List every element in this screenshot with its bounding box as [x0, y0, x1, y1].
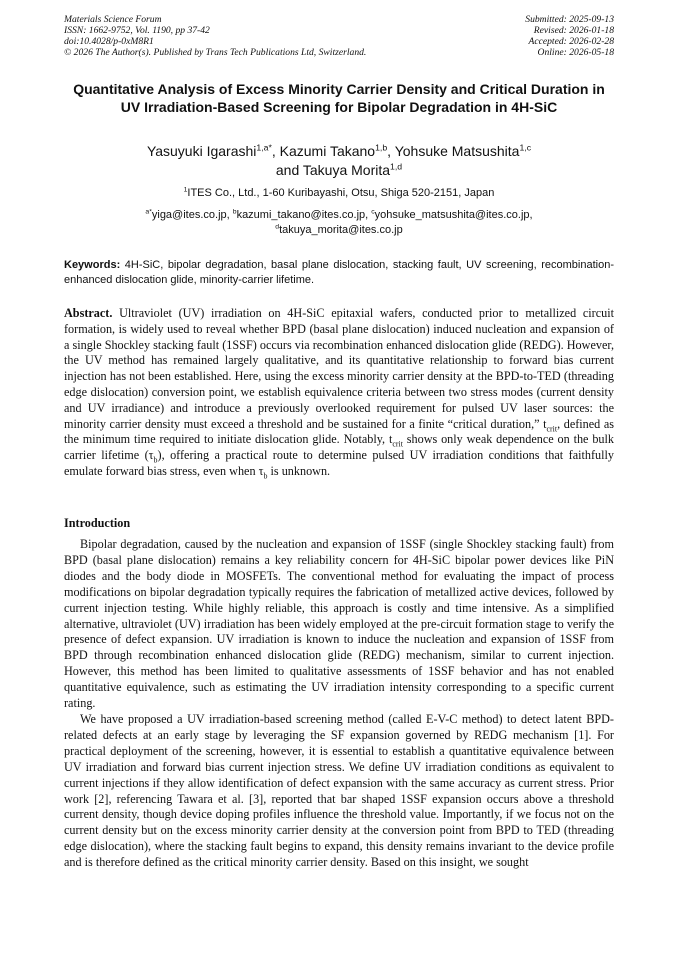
- author-separator: and: [275, 161, 303, 178]
- subscript: crit: [392, 439, 403, 449]
- email-mark: d: [275, 223, 280, 231]
- issn-line: ISSN: 1662-9752, Vol. 1190, pp 37-42: [64, 24, 210, 36]
- abstract-text: ), offering a practical route to determine pulsed UV irradiation conditions that faithfully emulate forward bias stress, even when τ: [64, 448, 614, 478]
- revised-date: Revised: 2026-01-18: [533, 24, 614, 36]
- doi-line[interactable]: doi:10.4028/p-0xM8R1: [64, 35, 154, 47]
- email-list: [64, 208, 614, 238]
- author-affiliation-mark: 1,d: [390, 160, 403, 171]
- subscript: b: [153, 455, 158, 465]
- abstract-block: [64, 306, 614, 480]
- author-separator: ,: [271, 143, 280, 159]
- accepted-date: Accepted: 2026-02-28: [528, 35, 614, 47]
- paragraph: Bipolar degradation, caused by the nucleation and expansion of 1SSF (single Shockley stacking fault) from BPD (basal plane dislocation) remains a key reliability concern for 4H-SiC bipolar power devices like PiN diodes and the body diode in MOSFETs. The conventional method for evaluating the impact of process modifications on bipolar degradation typically requires the fabrication of metallized active devices, followed by current injection testing. While highly reliable, this approach is costly and time intensive. As a simplified alternative, ultraviolet (UV) irradiation has been widely employed at the pre-circuit formation stage to verify the presence of defect expansion. UV irradiation is known to induce the nucleation and expansion of 1SSF from BPD through recombination enhanced dislocation glide (REDG) mechanism, similar to current injection. However, this method has been limited to qualitative assessments of 1SSF behavior and has not enabled quantitative equivalence, such as estimating the UV irradiation intensity corresponding to a specific current rating.: [64, 537, 614, 711]
- affiliation: [64, 186, 614, 200]
- email-separator: ,: [226, 209, 233, 221]
- paper-title: Quantitative Analysis of Excess Minority Carrier Density and Critical Duration in UV Irradiation-Based Screening for Bipolar Degradation in 4H-SiC: [73, 81, 605, 115]
- section-heading: Introduction: [64, 516, 131, 530]
- keywords-block: [64, 258, 614, 287]
- email-mark: a*: [145, 208, 152, 216]
- email-address[interactable]: takuya_morita@ites.co.jp: [279, 224, 403, 236]
- email-address[interactable]: yohsuke_matsushita@ites.co.jp: [374, 209, 530, 221]
- author-name: Kazumi Takano: [279, 143, 376, 159]
- author-separator: ,: [387, 143, 395, 159]
- abstract-label: Abstract.: [64, 306, 113, 320]
- keywords-text: 4H-SiC, bipolar degradation, basal plane dislocation, stacking fault, UV screening, recombination-enhanced dislocation glide, minority-carrier lifetime.: [64, 259, 614, 286]
- author-name: Takuya Morita: [302, 161, 391, 178]
- paragraph: We have proposed a UV irradiation-based screening method (called E-V-C method) to detect latent BPD-related defects at an early stage by leveraging the SF expansion governed by REDG mechanism [1]. For practical deployment of the screening, however, it is essential to establish a quantitative equivalence between UV irradiation and forward bias current injection stress. We define UV irradiation conditions as equivalent to current injections if they allow identification of defect expansion with the same accuracy as current stress. Prior work [2], referencing Tawara et al. [3], reported that bar shaped 1SSF expansion occurs above a threshold current density, though device doping profiles influence the threshold value. Importantly, if we focus not on the current density but on the excess minority carrier density at the conversion point from BPD to TED (threading edge dislocation), where the stacking fault begins to expand, this density remains invariant to the device profile and is therefore defined as the critical minority carrier density. Based on this insight, we sought: [64, 711, 614, 870]
- keywords-label: Keywords:: [64, 259, 121, 271]
- email-separator: ,: [529, 209, 533, 221]
- author-affiliation-mark: 1,a*: [256, 142, 272, 153]
- introduction-body: [64, 537, 614, 871]
- abstract-text: shows only weak dependence on the bulk carrier lifetime (τ: [64, 432, 614, 463]
- email-mark: b: [232, 208, 237, 216]
- author-name: Yohsuke Matsushita: [394, 143, 520, 159]
- affiliation-text: ITES Co., Ltd., 1-60 Kuribayashi, Otsu, Shiga 520-2151, Japan: [187, 187, 495, 199]
- abstract-text: , defined as the minimum time required to initiate dislocation glide. Notably, t: [64, 416, 615, 447]
- author-name: Yasuyuki Igarashi: [146, 143, 257, 159]
- author-list: [64, 142, 614, 179]
- email-address[interactable]: kazumi_takano@ites.co.jp: [236, 209, 366, 221]
- subscript: crit: [546, 424, 558, 434]
- journal-info: [64, 15, 366, 59]
- journal-name: Materials Science Forum: [64, 14, 162, 25]
- author-affiliation-mark: 1,b: [375, 142, 388, 153]
- affiliation-mark: 1: [183, 186, 188, 194]
- submitted-date: Submitted: 2025-09-13: [525, 14, 614, 25]
- abstract-text: Ultraviolet (UV) irradiation on 4H-SiC epitaxial wafers, conducted prior to metallized circuit formation, is widely used to reveal whether BPD (basal plane dislocation) induced nucleation and expansion of a single Shockley stacking fault (1SSF) occurs via recombination enhanced dislocation glide (REDG). However, the UV method has remained largely qualitative, and its quantitative relationship to forward bias current injection has not been established. Here, using the excess minority carrier density at the BPD-to-TED (threading edge dislocation) conversion point, we establish equivalence criteria between two stress modes (current density and UV irradiance) and introduce a previously overlooked requirement for pulsed UV laser sources: the minority carrier density must exceed a threshold and be sustained for a finite “critical duration,” t: [64, 306, 614, 431]
- publication-dates: [525, 15, 614, 59]
- copyright-line: © 2026 The Author(s). Published by Trans Tech Publications Ltd, Switzerland.: [64, 46, 367, 58]
- online-date: Online: 2026-05-18: [537, 46, 614, 58]
- subscript: b: [263, 471, 268, 481]
- email-address[interactable]: yiga@ites.co.jp: [151, 209, 227, 221]
- author-affiliation-mark: 1,c: [519, 142, 532, 153]
- email-separator: ,: [365, 209, 372, 221]
- email-mark: c: [371, 208, 375, 216]
- abstract-text: is unknown.: [267, 463, 331, 478]
